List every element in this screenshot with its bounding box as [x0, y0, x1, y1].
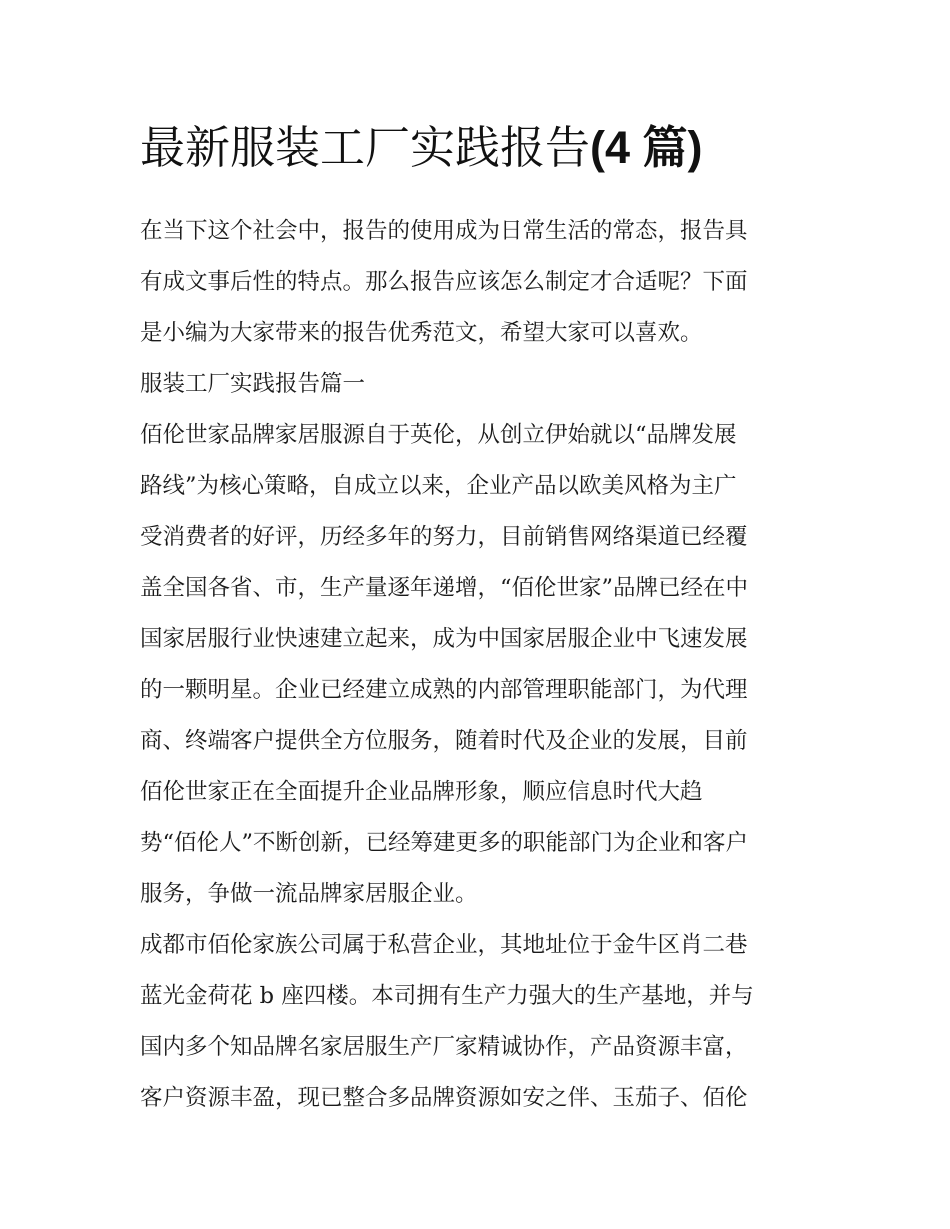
text-line: 国内多个知品牌名家居服生产厂家精诚协作，产品资源丰富，: [140, 1034, 748, 1060]
title-count: (4 篇): [590, 122, 703, 173]
text-line: 佰伦世家正在全面提升企业品牌形象，顺应信息时代大趋: [140, 779, 703, 805]
text-line: 蓝光金荷花 b 座四楼。本司拥有生产力强大的生产基地，并与: [140, 983, 754, 1009]
text-line: 势“佰伦人”不断创新，已经筹建更多的职能部门为企业和客户: [140, 830, 749, 856]
body-paragraph: [140, 920, 812, 1124]
document-page: [140, 118, 812, 1124]
text-line: 的一颗明星。企业已经建立成熟的内部管理职能部门，为代理: [140, 677, 748, 703]
body-paragraph: [140, 410, 812, 920]
title-main: 最新服装工厂实践报告: [140, 121, 591, 174]
text-line: 在当下这个社会中，报告的使用成为日常生活的常态，报告具: [140, 218, 748, 244]
document-body: [140, 206, 812, 1124]
text-line: 客户资源丰盈，现已整合多品牌资源如安之伴、玉茄子、佰伦: [140, 1085, 748, 1111]
text-line: 服务，争做一流品牌家居服企业。: [140, 881, 478, 907]
text-line: 佰伦世家品牌家居服源自于英伦，从创立伊始就以“品牌发展: [140, 422, 737, 448]
text-line: 受消费者的好评，历经多年的努力，目前销售网络渠道已经覆: [140, 524, 748, 550]
text-line: 路线”为核心策略，自成立以来，企业产品以欧美风格为主广: [140, 473, 737, 499]
text-line: 是小编为大家带来的报告优秀范文，希望大家可以喜欢。: [140, 320, 703, 346]
document-title: [140, 118, 812, 178]
text-line: 国家居服行业快速建立起来，成为中国家居服企业中飞速发展: [140, 626, 748, 652]
text-line: 成都市佰伦家族公司属于私营企业，其地址位于金牛区肖二巷: [140, 932, 748, 958]
text-line: 服装工厂实践报告篇一: [140, 371, 366, 397]
text-line: 有成文事后性的特点。那么报告应该怎么制定才合适呢？下面: [140, 269, 748, 295]
text-line: 盖全国各省、市，生产量逐年递增，“佰伦世家”品牌已经在中: [140, 575, 749, 601]
intro-paragraph: [140, 206, 812, 359]
text-line: 商、终端客户提供全方位服务，随着时代及企业的发展，目前: [140, 728, 748, 754]
section-heading: [140, 359, 812, 410]
